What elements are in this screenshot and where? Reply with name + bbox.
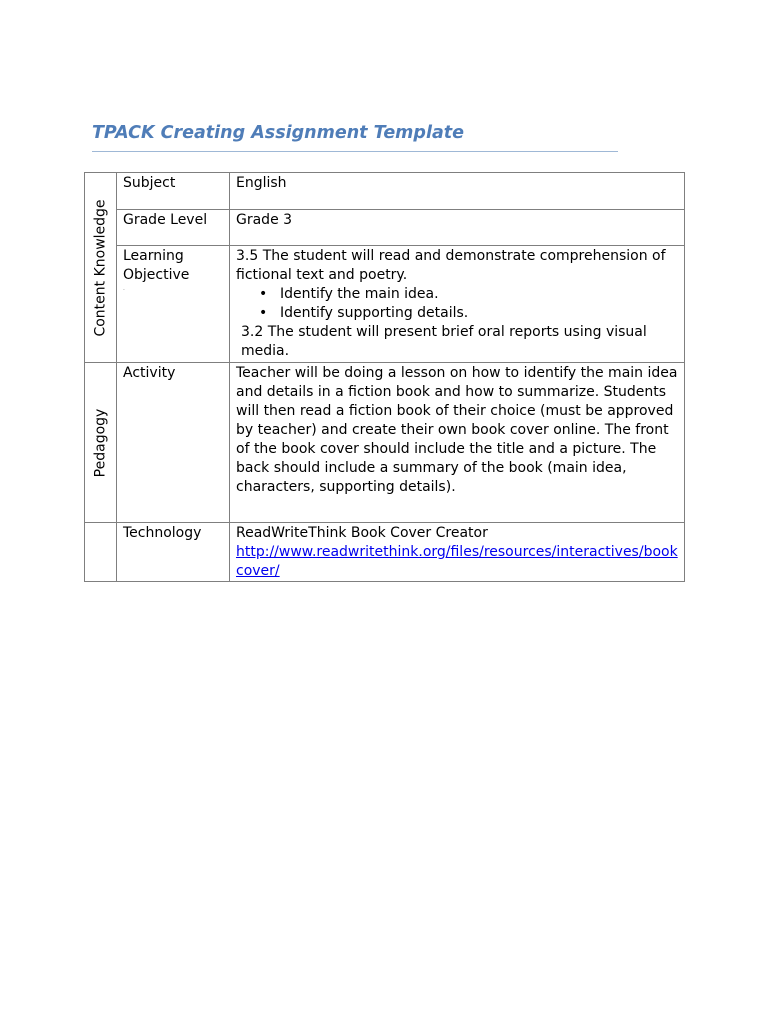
list-item: • Identify supporting details. bbox=[259, 305, 469, 321]
empty-side-cell bbox=[85, 523, 117, 582]
page-title: TPACK Creating Assignment Template bbox=[92, 123, 464, 143]
grade-label: Grade Level bbox=[117, 210, 230, 246]
technology-tool: ReadWriteThink Book Cover Creator bbox=[236, 525, 488, 541]
objective-label-mark: . bbox=[123, 285, 125, 292]
bullet-icon: • bbox=[259, 286, 268, 302]
subject-value: English bbox=[230, 173, 685, 210]
activity-value: Teacher will be doing a lesson on how to identify the main idea and details in a fiction book and how to summarize. Students will then read a fiction book of their choice (must be approved by teacher) and create their own book cover online. The front of the book cover should include the title and a picture. The back should include a summary of the book (main idea, characters, supporting details). bbox=[230, 363, 685, 523]
table-row bbox=[85, 363, 685, 523]
objective-bullets bbox=[236, 285, 678, 323]
objective-intro: 3.5 The student will read and demonstrate comprehension of fictional text and poetry. bbox=[236, 248, 666, 283]
objective-outro: 3.2 The student will present brief oral reports using visual media. bbox=[241, 324, 647, 359]
content-knowledge-cell bbox=[85, 173, 117, 363]
tpack-table bbox=[84, 172, 685, 582]
table-row bbox=[85, 246, 685, 363]
pedagogy-label: Pedagogy bbox=[92, 408, 108, 477]
technology-label: Technology bbox=[117, 523, 230, 582]
list-item: • Identify the main idea. bbox=[259, 286, 439, 302]
pedagogy-cell bbox=[85, 363, 117, 523]
technology-value-cell bbox=[230, 523, 685, 582]
objective-label-cell bbox=[117, 246, 230, 363]
title-divider bbox=[92, 151, 618, 152]
objective-value-cell bbox=[230, 246, 685, 363]
activity-label: Activity bbox=[117, 363, 230, 523]
table-row bbox=[85, 210, 685, 246]
grade-value: Grade 3 bbox=[230, 210, 685, 246]
bullet-icon: • bbox=[259, 305, 268, 321]
subject-label: Subject bbox=[117, 173, 230, 210]
objective-label: Learning Objective bbox=[123, 248, 190, 283]
technology-link[interactable]: http://www.readwritethink.org/files/resources/interactives/bookcover/ bbox=[236, 544, 678, 579]
table-row bbox=[85, 523, 685, 582]
content-knowledge-label: Content Knowledge bbox=[92, 198, 108, 337]
table-row bbox=[85, 173, 685, 210]
